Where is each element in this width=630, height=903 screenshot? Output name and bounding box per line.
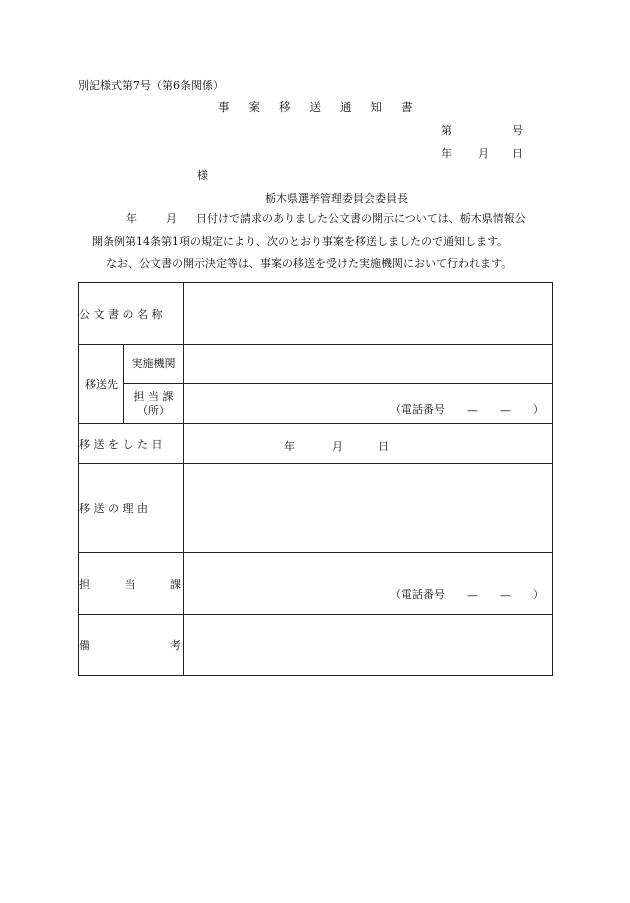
remarks-field[interactable] — [184, 615, 553, 676]
transfer-date-field[interactable] — [184, 424, 553, 464]
number-prefix: 第 — [441, 124, 452, 137]
form-label: 別記様式第7号（第6条関係） — [78, 79, 224, 92]
transfer-date-year: 年 — [284, 439, 296, 453]
agency-field[interactable] — [184, 345, 553, 384]
transfer-to-label: 移送先 — [79, 345, 124, 424]
date-day: 日 — [512, 147, 523, 160]
body-year: 年 — [126, 212, 137, 225]
reason-label: 移 送 の 理 由 — [79, 464, 184, 553]
row-section — [79, 384, 553, 424]
section-field[interactable] — [184, 384, 553, 424]
transfer-date-day: 日 — [378, 439, 390, 453]
document-name-label: 公 文 書 の 名 称 — [79, 283, 184, 345]
row-remarks — [79, 615, 553, 676]
number-suffix: 号 — [512, 124, 523, 137]
row-transfer-date — [79, 424, 553, 464]
body-line-3: なお、公文書の開示決定等は、事案の移送を受けた実施機関において行われます。 — [106, 257, 513, 270]
responsible-field[interactable] — [184, 553, 553, 615]
row-document-name — [79, 283, 553, 345]
body-line-2: 開条例第14条第1項の規定により、次のとおり事案を移送しましたので通知します。 — [92, 235, 509, 248]
date-month: 月 — [478, 147, 489, 160]
reason-field[interactable] — [184, 464, 553, 553]
row-responsible — [79, 553, 553, 615]
sender: 栃木県選挙管理委員会委員長 — [265, 192, 408, 205]
date-year: 年 — [441, 147, 452, 160]
responsible-phone: （電話番号 — — ） — [390, 588, 545, 602]
addressee: 様 — [197, 169, 208, 182]
transfer-date-month: 月 — [332, 439, 344, 453]
responsible-label: 担 当 課 — [79, 553, 184, 615]
row-agency — [79, 345, 553, 384]
transfer-date-label: 移 送 を し た 日 — [79, 424, 184, 464]
section-label: 担 当 課 （所） — [124, 384, 184, 424]
remarks-label: 備 考 — [79, 615, 184, 676]
section-phone: （電話番号 — — ） — [390, 403, 545, 417]
agency-label: 実施機関 — [124, 345, 184, 384]
document-name-field[interactable] — [184, 283, 553, 345]
body-line-1-text: 日付けで請求のありました公文書の開示については、栃木県情報公 — [196, 212, 526, 225]
row-reason — [79, 464, 553, 553]
document-title: 事案移送通知書 — [218, 100, 432, 114]
body-month: 月 — [166, 212, 177, 225]
transfer-form-table — [78, 282, 553, 676]
